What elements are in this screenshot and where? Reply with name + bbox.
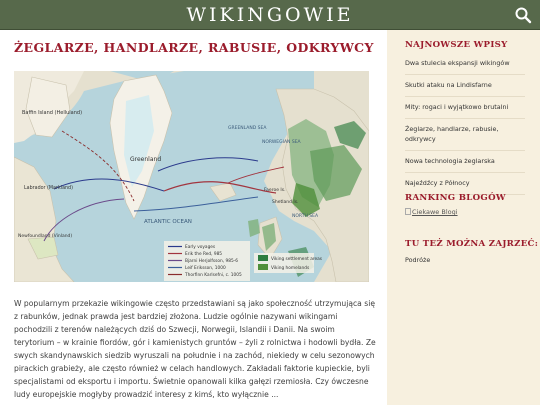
recent-post-link[interactable]: Dwa stulecia ekspansji wikingów	[405, 59, 510, 67]
post-body: W popularnym przekazie wikingowie często przedstawiani są jako społeczność utrzymująca się z rabunków, jednak prawda jest bardziej złożona. Ludzie ogólnie nazywani wikingami pochodzili z terenów należących dziś do Szwecji, Norwegii, Islandii i Danii. Na swoim terytorium – w krainie fiordów, gór i kamienistych gruntów – żyli z rolnictwa i hodowli bydła. Ze swych skandynawskich siedzib wyruszali na południe i na zachód, niekiedy w celu sezonowych pirackich grabieży, ale często również w celach handlowych. Zakładali faktorie kupieckie, byli specjalistami od eksportu i importu. Świetnie opanowali kilka gałęzi rzemiosła. Czy ówczesne ludy europejskie mogłyby prowadzić interesy z kimś, kto wyłącznie ...	[14, 299, 376, 399]
map-label-norwegian-sea: NORWEGIAN SEA	[262, 140, 301, 145]
recent-post-link[interactable]: Mity: rogaci i wyjątkowo brutalni	[405, 103, 509, 111]
recent-posts-heading: NAJNOWSZE WPISY	[405, 40, 508, 50]
list-item	[405, 97, 525, 119]
broken-image-icon	[405, 208, 411, 215]
legend-label: Viking homelands	[271, 266, 310, 271]
legend-label: Bjarni Herjolfsson, 985-6	[185, 259, 238, 264]
legend-label: Viking settlement areas	[271, 257, 323, 262]
legend-label: Leif Eriksson, 1000	[185, 266, 226, 271]
site-header	[0, 0, 540, 30]
legend-label: Erik the Red, 985	[185, 252, 223, 257]
map-label-greenland: Greenland	[130, 156, 162, 163]
map-label-greenland-sea: GREENLAND SEA	[228, 126, 267, 131]
search-icon[interactable]	[514, 6, 532, 24]
recent-post-link[interactable]: Najeźdźcy z Północy	[405, 179, 470, 187]
legend-swatch	[258, 264, 268, 270]
travel-link[interactable]: Podróże	[405, 256, 431, 264]
map-label-faeroes: Faeroe Is.	[264, 188, 286, 193]
blog-ranking-heading: RANKING BLOGÓW	[405, 193, 506, 203]
map-label-north-sea: NORTH SEA	[292, 214, 319, 219]
map-label-newfoundland: Newfoundland (Vinland)	[18, 234, 73, 239]
map-label-shetland: Shetland Is.	[272, 200, 299, 205]
list-item	[405, 151, 525, 173]
map-label-atlantic: ATLANTIC OCEAN	[144, 219, 192, 225]
map-label-baffin: Baffin Island (Helluland)	[22, 110, 83, 116]
list-item	[405, 75, 525, 97]
recent-post-link[interactable]: Skutki ataku na Lindisfarne	[405, 81, 492, 89]
viking-voyages-map	[14, 71, 369, 282]
legend-label: Early voyages	[185, 245, 216, 250]
map-label-labrador: Labrador (Markland)	[24, 186, 73, 191]
main-content	[12, 30, 380, 405]
list-item	[405, 53, 525, 75]
list-item	[405, 173, 525, 195]
recent-post-link[interactable]: Żeglarze, handlarze, rabusie, odkrywcy	[405, 125, 499, 143]
post-title: ŻEGLARZE, HANDLARZE, RABUSIE, ODKRYWCY	[14, 40, 374, 55]
recent-posts-list	[405, 53, 525, 195]
blog-ranking-alt: Ciekawe Blogi	[412, 208, 458, 216]
legend-label: Thorfinn Karlsefni, c. 1005	[185, 273, 242, 278]
sidebar	[387, 30, 540, 405]
list-item	[405, 119, 525, 151]
legend-swatch	[258, 255, 268, 261]
also-see-heading: TU TEŻ MOŻNA ZAJRZEĆ:	[405, 239, 539, 249]
blog-ranking-badge[interactable]	[405, 208, 458, 216]
recent-post-link[interactable]: Nowa technologia żeglarska	[405, 157, 495, 165]
site-title[interactable]: WIKINGOWIE	[186, 4, 354, 26]
